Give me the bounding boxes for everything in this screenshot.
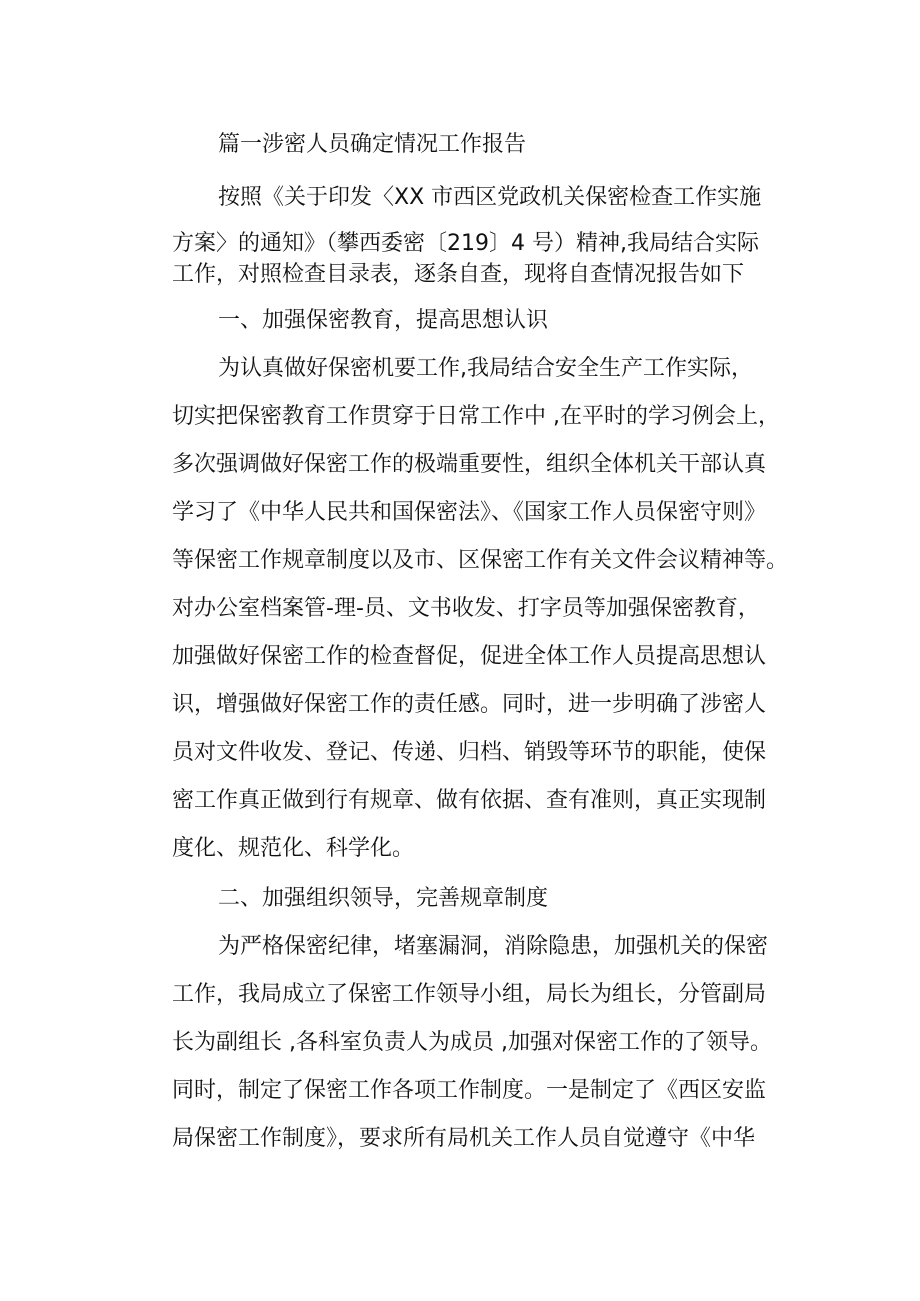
paragraph-line: 对办公室档案管-理-员、文书收发、打字员等加强保密教育， xyxy=(172,596,760,621)
paragraph-line: 加强做好保密工作的检查督促，促进全体工作人员提高思想认 xyxy=(172,644,767,669)
section-heading: 二、加强组织领导，完善规章制度 xyxy=(218,886,549,911)
document-title: 篇一涉密人员确定情况工作报告 xyxy=(218,132,527,157)
paragraph-line: 密工作真正做到行有规章、做有依据、查有准则，真正实现制 xyxy=(172,788,767,813)
paragraph-line: 工作，对照检查目录表，逐条自查，现将自查情况报告如下 xyxy=(172,262,745,287)
paragraph-line: 局保密工作制度》，要求所有局机关工作人员自觉遵守《中华 xyxy=(172,1126,756,1151)
section-heading: 一、加强保密教育，提高思想认识 xyxy=(218,308,549,333)
paragraph-line: 长为副组长 ,各科室负责人为成员 ,加强对保密工作的了领导。 xyxy=(172,1030,772,1055)
paragraph-line: 多次强调做好保密工作的极端重要性，组织全体机关干部认真 xyxy=(172,452,767,477)
paragraph-line: 工作，我局成立了保密工作领导小组，局长为组长，分管副局 xyxy=(172,982,767,1007)
paragraph-line: 等保密工作规章制度以及市、区保密工作有关文件会议精神等。 xyxy=(172,548,789,573)
paragraph-line: 为严格保密纪律，堵塞漏洞，消除隐患，加强机关的保密 xyxy=(218,934,769,959)
paragraph-line: 按照《关于印发〈XX 市西区党政机关保密检查工作实施 xyxy=(218,185,762,210)
paragraph-line: 方案〉的通知》（攀西委密〔219〕4 号）精神,我局结合实际 xyxy=(172,231,759,256)
paragraph-line: 为认真做好保密机要工作,我局结合安全生产工作实际， xyxy=(218,356,753,381)
paragraph-line: 学习了《中华人民共和国保密法》、《国家工作人员保密守则》 xyxy=(172,500,767,525)
paragraph-line: 切实把保密教育工作贯穿于日常工作中 ,在平时的学习例会上， xyxy=(172,404,780,429)
paragraph-line: 度化、规范化、科学化。 xyxy=(172,836,415,861)
paragraph-line: 同时，制定了保密工作各项工作制度。一是制定了《西区安监 xyxy=(172,1078,767,1103)
paragraph-line: 员对文件收发、登记、传递、归档、销毁等环节的职能，使保 xyxy=(172,740,767,765)
paragraph-line: 识，增强做好保密工作的责任感。同时，进一步明确了涉密人 xyxy=(172,692,767,717)
